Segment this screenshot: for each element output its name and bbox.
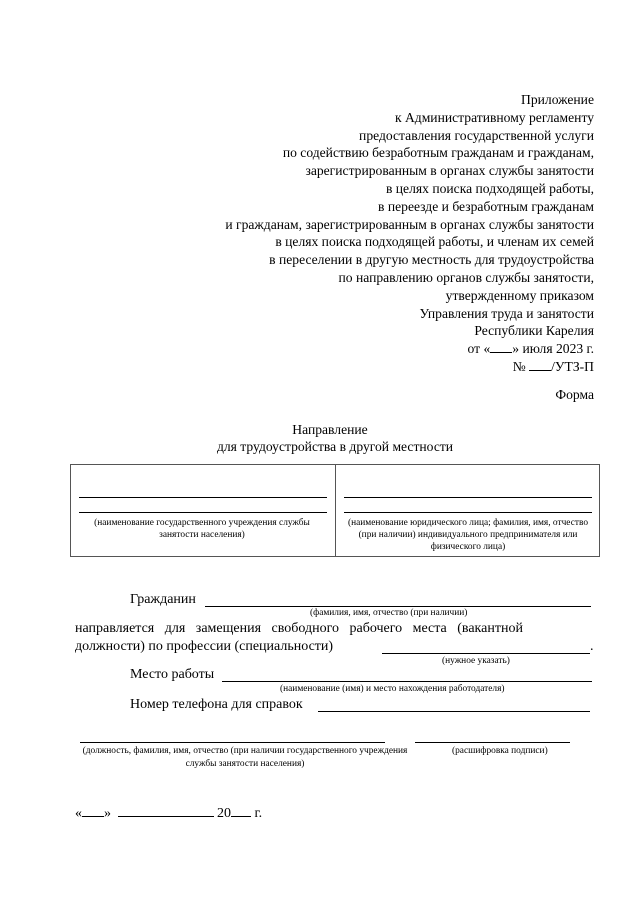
date-year-field[interactable]: [231, 805, 251, 817]
appendix-line: по содействию безработным гражданам и гражданам,: [282, 145, 594, 161]
signature-decoding-caption: (расшифровка подписи): [452, 746, 548, 756]
phone-label: Номер телефона для справок: [130, 697, 303, 712]
org-name-line-2[interactable]: [79, 512, 327, 513]
order-number-blank[interactable]: [529, 359, 551, 371]
date-day-field[interactable]: [82, 805, 104, 817]
appendix-line: в целях поиска подходящей работы, и членам их семей: [275, 234, 594, 250]
appendix-line: Управления труда и занятости: [419, 305, 594, 321]
profession-text: должности) по профессии (специальности): [75, 639, 334, 654]
appendix-line: в целях поиска подходящей работы,: [385, 180, 594, 196]
appendix-line: Приложение: [521, 92, 594, 107]
appendix-date: от « » июля 2023 г.: [467, 341, 594, 357]
appendix-line: предоставления государственной услуги: [359, 127, 594, 143]
signatory-caption: (должность, фамилия, имя, отчество (при наличии государственного учреждения службы занятости населения): [82, 746, 408, 769]
form-label: Форма: [555, 387, 594, 402]
document-subtitle: для трудоустройства в другой местности: [216, 439, 454, 454]
appendix-line: к Административному регламенту: [394, 109, 594, 125]
appendix-line: утвержденному приказом: [445, 287, 594, 303]
phone-line[interactable]: [318, 711, 590, 712]
appendix-line: зарегистрированным в органах службы занятости: [305, 163, 594, 179]
appendix-line: в переселении в другую местность для трудоустройства: [269, 252, 594, 268]
employer-name-line-2[interactable]: [344, 512, 592, 513]
directed-text: направляется для замещения свободного рабочего места (вакантной: [75, 621, 523, 636]
profession-line[interactable]: [382, 653, 590, 654]
profession-caption: (нужное указать): [442, 656, 510, 666]
profession-end: .: [590, 639, 594, 654]
workplace-caption: (наименование (имя) и место нахождения работодателя): [280, 684, 505, 694]
org-name-line-1[interactable]: [79, 497, 327, 498]
employer-name-caption: (наименование юридического лица; фамилия, имя, отчество (при наличии) индивидуального предпринимателя или физического лица): [347, 518, 589, 552]
appendix-line: Республики Карелия: [474, 323, 594, 339]
citizen-name-caption: (фамилия, имя, отчество (при наличии): [310, 608, 468, 618]
appendix-line: в переезде и безработным гражданам: [378, 198, 594, 214]
signatory-line[interactable]: [80, 742, 385, 743]
workplace-line[interactable]: [222, 681, 592, 682]
header-box-divider: [335, 464, 336, 557]
appendix-number: № /УТЗ-П: [512, 358, 594, 374]
date-line: « » 20 г.: [75, 806, 263, 821]
appendix-line: по направлению органов службы занятости,: [338, 269, 594, 285]
workplace-label: Место работы: [130, 667, 215, 682]
document-title: Направление: [292, 422, 368, 437]
org-name-caption: (наименование государственного учреждения службы занятости населения): [94, 518, 310, 540]
date-day-blank[interactable]: [490, 341, 512, 353]
citizen-label: Гражданин: [130, 592, 196, 607]
employer-name-line-1[interactable]: [344, 497, 592, 498]
signature-decoding-line[interactable]: [415, 742, 570, 743]
appendix-line: и гражданам, зарегистрированным в органах службы занятости: [225, 216, 594, 232]
date-month-field[interactable]: [118, 805, 214, 817]
appendix-block: [225, 91, 594, 376]
